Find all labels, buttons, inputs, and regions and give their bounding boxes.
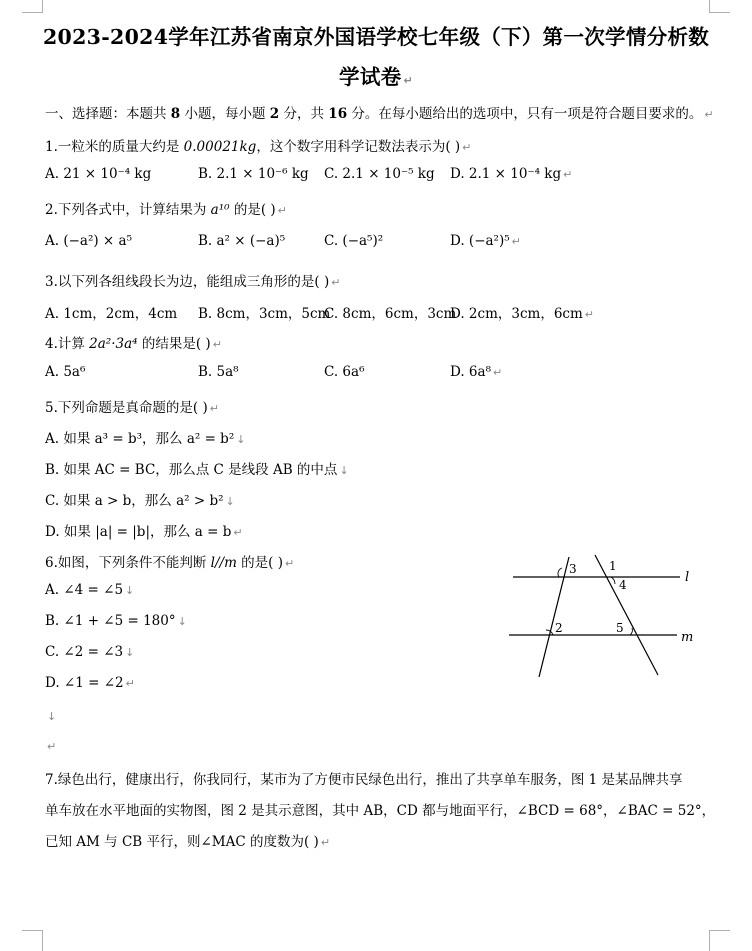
question-1-option-c: C. 2.1 × 10⁻⁵ kg: [324, 166, 435, 182]
question-6-stem: 6.如图，下列条件不能判断 l//m 的是( ) ↵: [45, 555, 295, 571]
question-7-line-3: 已知 AM 与 CB 平行，则∠MAC 的度数为( ) ↵: [45, 834, 331, 850]
question-3-stem: 3.以下列各组线段长为边，能组成三角形的是( ) ↵: [45, 274, 341, 290]
corner-mark-top-left: [22, 0, 43, 13]
question-5-option-b: B. 如果 AC = BC，那么点 C 是线段 AB 的中点 ↓: [45, 462, 349, 478]
question-4-option-c: C. 6a⁶: [324, 364, 365, 380]
question-5-option-c: C. 如果 a > b，那么 a² > b² ↓: [45, 493, 235, 509]
paper-title-line1: 2023-2024学年江苏省南京外国语学校七年级（下）第一次学情分析数: [42, 25, 710, 49]
question-6-option-b: B. ∠1 + ∠5 = 180° ↓: [45, 613, 187, 629]
question-1-option-b: B. 2.1 × 10⁻⁶ kg: [198, 166, 309, 182]
transversal-left: [539, 557, 569, 677]
question-7-line-2: 单车放在水平地面的实物图，图 2 是其示意图，其中 AB，CD 都与地面平行，∠BCD = 68°，∠BAC = 52°，: [45, 803, 716, 819]
question-3-option-c: C. 8cm，6cm，3cm: [324, 306, 457, 322]
angle-label-5: 5: [616, 621, 624, 635]
angle-5-arc: [630, 628, 632, 635]
question-6-figure: [505, 553, 705, 683]
angle-label-1: 1: [609, 559, 617, 573]
question-4-option-a: A. 5a⁶: [45, 364, 86, 380]
question-3-option-d: D. 2cm，3cm，6cm ↵: [450, 306, 594, 322]
corner-mark-bottom-left: [22, 930, 43, 951]
empty-line-mark-1: ↓: [47, 710, 57, 723]
question-5-stem: 5.下列命题是真命题的是( ) ↵: [45, 400, 219, 416]
question-1-option-d: D. 2.1 × 10⁻⁴ kg ↵: [450, 166, 573, 182]
angle-label-2: 2: [555, 621, 563, 635]
corner-mark-bottom-right: [709, 930, 730, 951]
empty-line-mark-2: ↵: [47, 740, 57, 753]
question-4-option-b: B. 5a⁸: [198, 364, 239, 380]
angle-label-3: 3: [569, 562, 577, 576]
question-7-line-1: 7.绿色出行，健康出行，你我同行，某市为了方便市民绿色出行，推出了共享单车服务，图 1 是某品牌共享: [45, 772, 683, 788]
question-2-stem: 2.下列各式中，计算结果为 a¹⁰ 的是( ) ↵: [45, 202, 287, 218]
question-1-option-a: A. 21 × 10⁻⁴ kg: [45, 166, 152, 182]
question-3-option-a: A. 1cm，2cm，4cm: [45, 306, 178, 322]
question-4-stem: 4.计算 2a²·3a⁴ 的结果是( ) ↵: [45, 336, 222, 352]
transversal-right: [595, 555, 658, 675]
question-2-option-c: C. (−a⁵)²: [324, 233, 384, 249]
angle-3-arc: [558, 568, 562, 577]
paper-title-line2: 学试卷 ↵: [339, 65, 413, 89]
question-6-option-d: D. ∠1 = ∠2 ↵: [45, 675, 135, 691]
angle-label-4: 4: [619, 578, 627, 592]
question-2-option-d: D. (−a²)⁵ ↵: [450, 233, 521, 249]
angle-4-arc: [611, 577, 615, 584]
question-2-option-a: A. (−a²) × a⁵: [45, 233, 132, 249]
question-1-stem: 1.一粒米的质量大约是 0.00021kg，这个数字用科学记数法表示为( ) ↵: [45, 139, 472, 155]
question-5-option-a: A. 如果 a³ = b³，那么 a² = b² ↓: [45, 431, 246, 447]
line-label-l: l: [685, 570, 690, 585]
line-label-m: m: [681, 630, 694, 645]
question-3-option-b: B. 8cm，3cm，5cm: [198, 306, 331, 322]
question-6-option-a: A. ∠4 = ∠5 ↓: [45, 582, 135, 598]
question-6-option-c: C. ∠2 = ∠3 ↓: [45, 644, 135, 660]
question-4-option-d: D. 6a⁸ ↵: [450, 364, 503, 380]
corner-mark-top-right: [709, 0, 730, 13]
question-2-option-b: B. a² × (−a)⁵: [198, 233, 286, 249]
section-instructions: 一、选择题：本题共 8 小题，每小题 2 分，共 16 分。在每小题给出的选项中，只有一项是符合题目要求的。 ↵: [45, 106, 714, 122]
question-5-option-d: D. 如果 |a| = |b|，那么 a = b ↵: [45, 524, 243, 540]
